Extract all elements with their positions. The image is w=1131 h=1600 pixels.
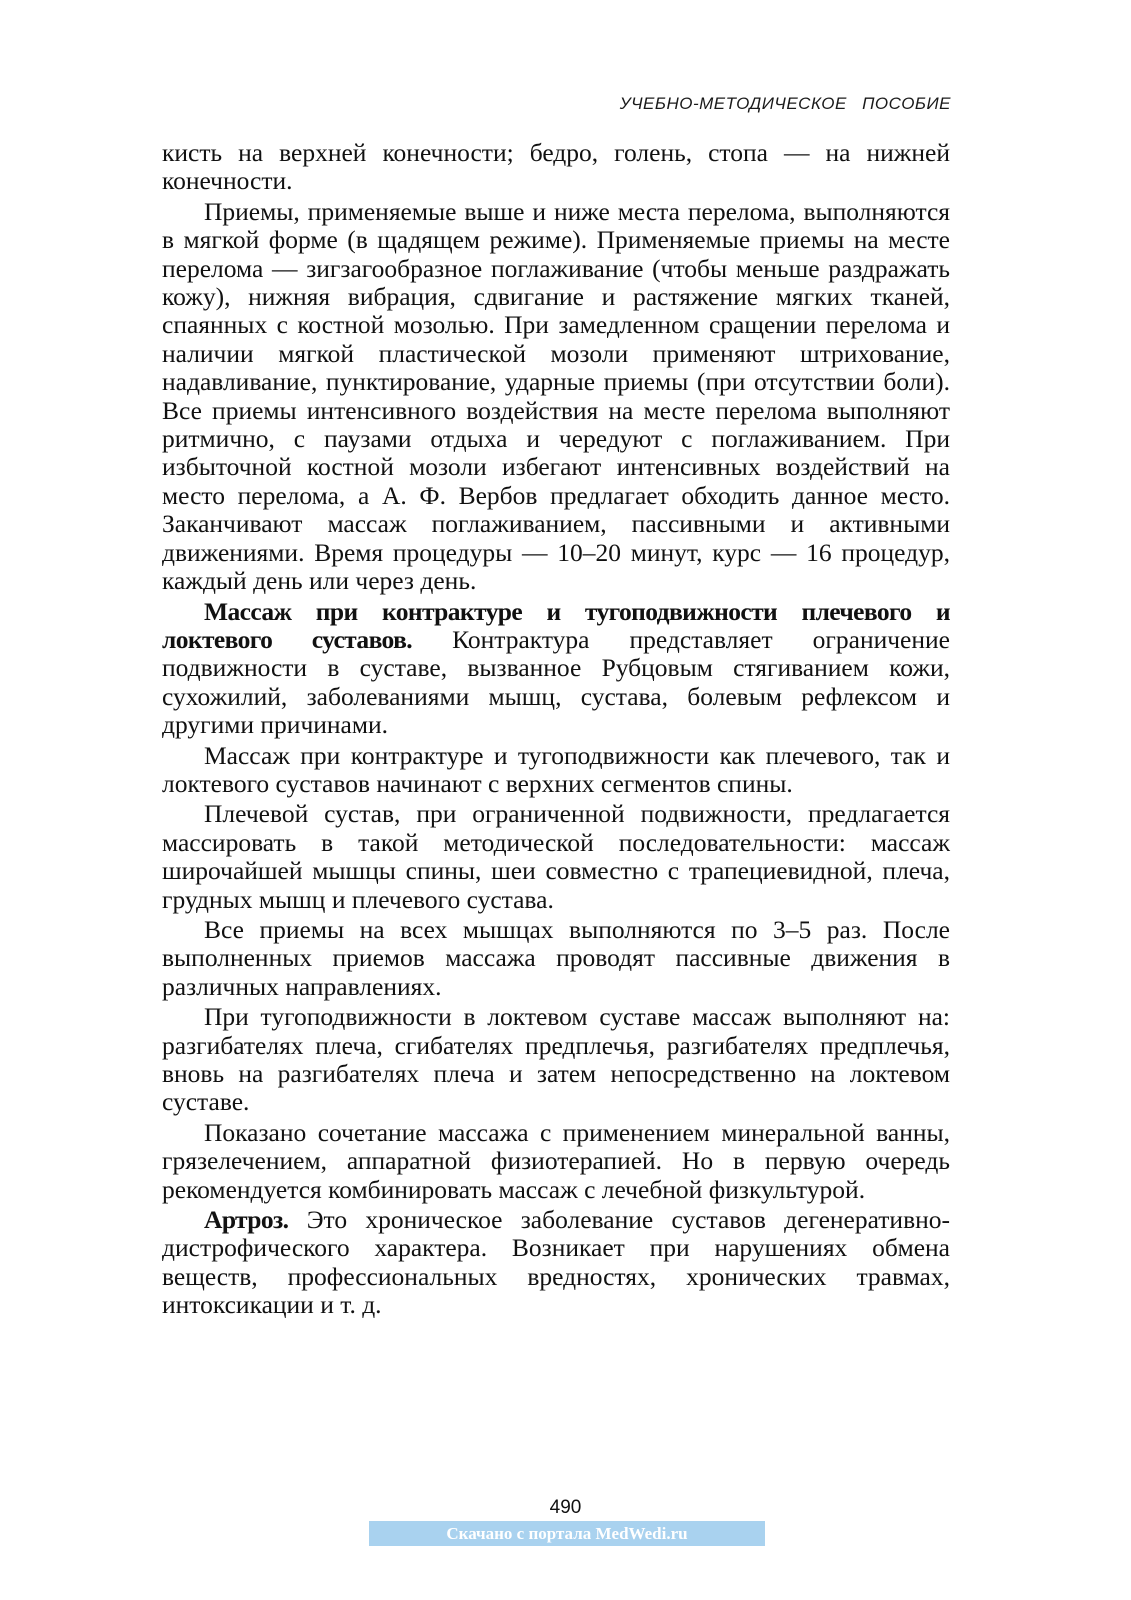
paragraph-text: При тугоподвижности в локтевом суставе массаж выполняют на: разгибателях плеча, сгибателях предплечья, разгибателях предплечья, вновь на разгибателях плеча и затем непосредственно на локтевом суставе. [162,1002,950,1117]
paragraph-text: Все приемы на всех мышцах выполняются по 3–5 раз. После выполненных приемов массажа проводят пассивные движения в различных направлениях. [162,914,950,1001]
running-header: УЧЕБНО-МЕТОДИЧЕСКОЕ ПОСОБИЕ [619,94,951,113]
page-number: 490 [549,1497,582,1518]
paragraph-text: Приемы, применяемые выше и ниже места перелома, выполняются в мягкой форме (в щадящем режиме). Применяемые приемы на месте перелома — зигзагообразное поглаживание (чтобы меньше раздражать кожу), нижняя вибрация, сдвигание и растяжение мягких тканей, спаянных с костной мозолью. При замедленном сращении перелома и наличии мягкой пластической мозоли применяют штрихование, надавливание, пунктирование, ударные приемы (при отсутствии боли). Все приемы интенсивного воздействия на месте перелома выполняют ритмично, с паузами отдыха и чередуют с поглаживанием. При избыточной костной мозоли избегают интенсивных воздействий на место перелома, а А. Ф. Вербов предлагает обходить данное место. Заканчивают массаж поглаживанием, пассивными и активными движениями. Время процедуры — 10–20 минут, курс — 16 процедур, каждый день или через день. [162,196,950,596]
paragraph-fracture-techniques [162,198,950,596]
section-heading: Массаж при контрактуре и тугоподвижности плечевого и локтевого суставов. [162,596,950,654]
paragraph-repetitions [162,916,950,1001]
paragraph-contracture-start [162,742,950,799]
paragraph-text: Это хроническое заболевание суставов дегенеративно-дистрофического характера. Возникает при нарушениях обмена веществ, профессиональных вредностях, хронических травмах, интоксикации и т. д. [162,1205,950,1320]
paragraph-continuation [162,139,950,196]
paragraph-text: Массаж при контрактуре и тугоподвижности как плечевого, так и локтевого суставов начинают с верхних сегментов спины. [162,740,950,798]
watermark-banner: Скачано с портала MedWedi.ru [369,1521,765,1546]
paragraph-contracture-heading [162,598,950,740]
paragraph-elbow-joint [162,1003,950,1117]
paragraph-text: Плечевой сустав, при ограниченной подвижности, предлагается массировать в такой методической последовательности: массаж широчайшей мышцы спины, шеи совместно с трапециевидной, плеча, грудных мышц и плечевого сустава. [162,799,950,914]
paragraph-combination [162,1119,950,1204]
paragraph-shoulder-joint [162,800,950,914]
paragraph-arthrosis [162,1206,950,1320]
body-text [162,139,950,1322]
section-heading: Артроз. [204,1205,289,1235]
paragraph-text: Контрактура представляет ограничение подвижности в суставе, вызванное Рубцовым стягиванием кожи, сухожилий, заболеваниями мышц, сустава, болевым рефлексом и другими причинами. [162,624,950,740]
paragraph-text: Показано сочетание массажа с применением минеральной ванны, грязелечением, аппаратной физиотерапией. Но в первую очередь рекомендуется комбинировать массаж с лечебной физкультурой. [162,1117,950,1204]
paragraph-text: кисть на верхней конечности; бедро, голень, стопа — на нижней конечности. [162,138,950,196]
